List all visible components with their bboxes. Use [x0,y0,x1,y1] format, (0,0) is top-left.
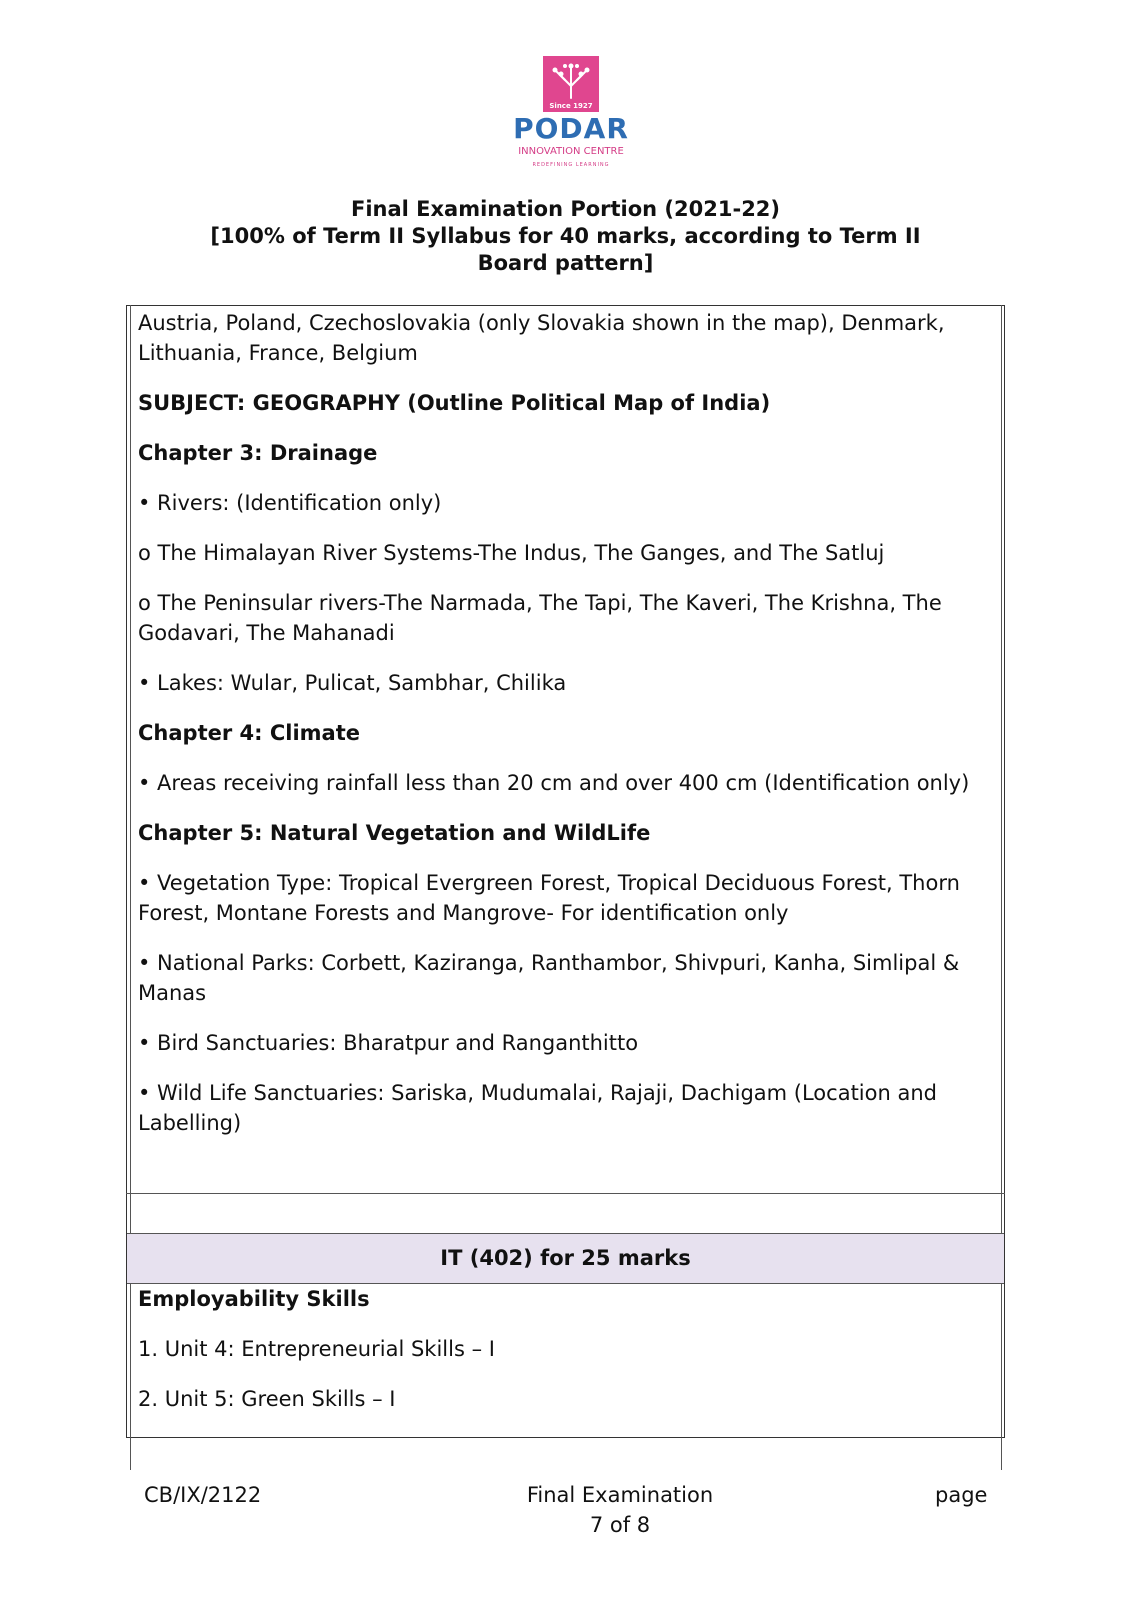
geography-section [138,308,998,1158]
list-item: • Areas receiving rainfall less than 20 cm and over 400 cm (Identification only) [138,771,970,795]
title-line-2: [100% of Term II Syllabus for 40 marks, according to Term II [210,224,921,248]
footer-code: CB/IX/2122 [144,1483,262,1507]
list-item: • Lakes: Wular, Pulicat, Sambhar, Chilika [138,671,567,695]
title-line-1: Final Examination Portion (2021-22) [350,197,781,221]
subject-heading: SUBJECT: GEOGRAPHY (Outline Political Map of India) [138,391,771,415]
chapter-5-heading: Chapter 5: Natural Vegetation and WildLife [138,821,651,845]
footer-center [500,1480,740,1540]
list-item: 1. Unit 4: Entrepreneurial Skills – I [138,1337,495,1361]
section-divider [126,1193,1005,1194]
list-item: • Vegetation Type: Tropical Evergreen Forest, Tropical Deciduous Forest, Thorn Forest, Montane Forests and Mangrove- For identification only [138,871,960,925]
title-line-3: Board pattern] [477,251,654,275]
list-item: • Wild Life Sanctuaries: Sariska, Mudumalai, Rajaji, Dachigam (Location and Labelling) [138,1081,937,1135]
list-item: o The Peninsular rivers-The Narmada, The Tapi, The Kaveri, The Krishna, The Godavari, The Mahanadi [138,591,942,645]
chapter-3-heading: Chapter 3: Drainage [138,441,378,465]
employability-heading: Employability Skills [138,1287,370,1311]
list-item: o The Himalayan River Systems-The Indus, The Ganges, and The Satluj [138,541,885,565]
footer-page-label: page [935,1483,988,1507]
footer-exam: Final Examination [526,1483,714,1507]
logo-subtitle: INNOVATION CENTRE [518,146,624,157]
list-item: • Rivers: (Identification only) [138,491,442,515]
table-inner-border-left [130,305,131,1470]
it-section-header: IT (402) for 25 marks [127,1233,1004,1284]
table-inner-border-right [1001,305,1002,1470]
list-item: • National Parks: Corbett, Kaziranga, Ranthambor, Shivpuri, Kanha, Simlipal & Manas [138,951,960,1005]
logo-name: PODAR [513,112,629,145]
logo-tree-emblem [543,56,599,112]
logo-tagline: REDEFINING LEARNING [532,162,610,168]
chapter-4-heading: Chapter 4: Climate [138,721,360,745]
logo-since: Since 1927 [549,102,593,110]
list-item: 2. Unit 5: Green Skills – I [138,1387,396,1411]
list-item: • Bird Sanctuaries: Bharatpur and Ranganthitto [138,1031,639,1055]
document-title [0,196,1131,277]
footer-page-number: 7 of 8 [589,1513,651,1537]
it-section [138,1284,998,1434]
school-logo [500,50,642,176]
history-map-countries: Austria, Poland, Czechoslovakia (only Slovakia shown in the map), Denmark, Lithuania, France, Belgium [138,311,945,365]
